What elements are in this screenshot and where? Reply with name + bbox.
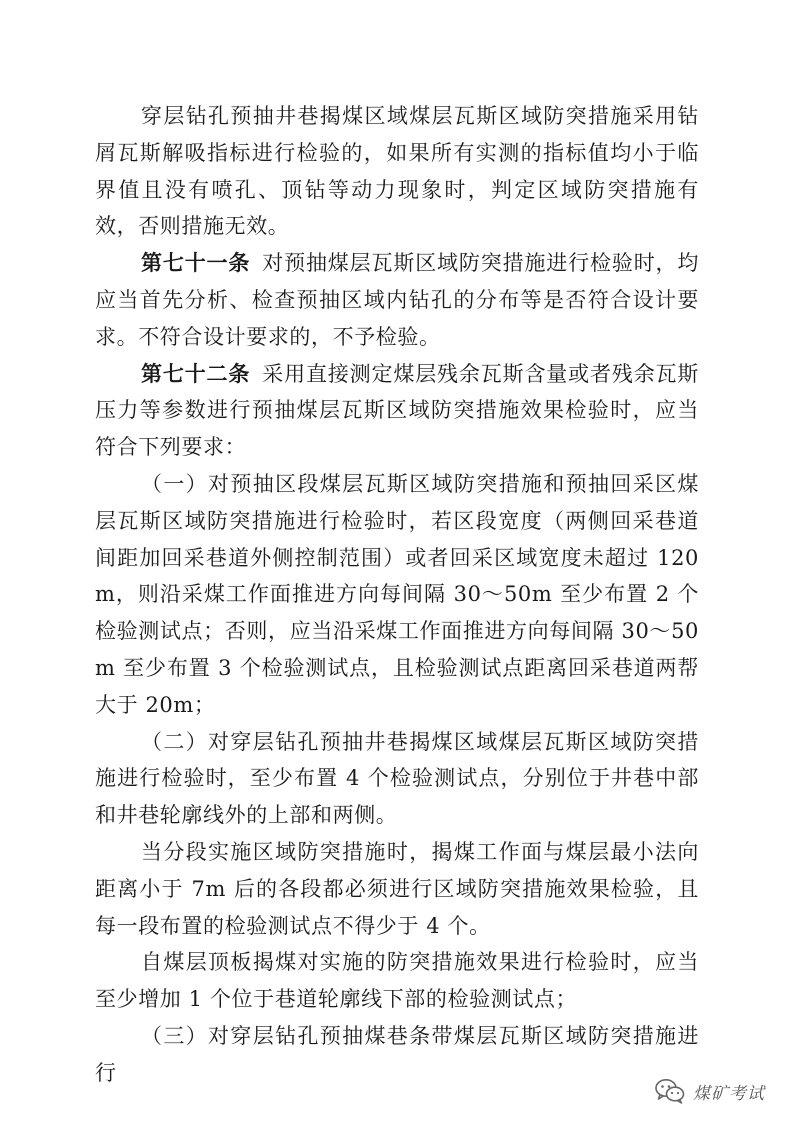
clause-3 [95, 1018, 699, 1092]
paragraph-text: （二）对穿层钻孔预抽井巷揭煤区域煤层瓦斯区域防突措施进行检验时，至少布置 4 个检验测试点，分别位于井巷中部和井巷轮廓线外的上部和两侧。 [95, 729, 699, 828]
footer-brand[interactable] [655, 1078, 765, 1104]
paragraph-1 [95, 98, 699, 245]
paragraph-text: 穿层钻孔预抽井巷揭煤区域煤层瓦斯区域防突措施采用钻屑瓦斯解吸指标进行检验的，如果所有实测的指标值均小于临界值且没有喷孔、顶钻等动力现象时，判定区域防突措施有效，否则措施无效。 [95, 104, 699, 239]
paragraph-segmented-measures [95, 834, 699, 944]
brand-name: 煤矿考试 [693, 1083, 765, 1104]
article-label: 第七十二条 [141, 361, 251, 386]
document-body [95, 98, 699, 1092]
paragraph-text: 自煤层顶板揭煤对实施的防突措施效果进行检验时，应当至少增加 1 个位于巷道轮廓线下部的检验测试点； [95, 950, 699, 1012]
paragraph-text: 对预抽煤层瓦斯区域防突措施进行检验时，均应当首先分析、检查预抽区域内钻孔的分布等是否符合设计要求。不符合设计要求的，不予检验。 [95, 251, 699, 349]
clause-2 [95, 724, 699, 834]
clause-1 [95, 466, 699, 724]
paragraph-text: 当分段实施区域防突措施时，揭煤工作面与煤层最小法向距离小于 7m 后的各段都必须进行区域防突措施效果检验，且每一段布置的检验测试点不得少于 4 个。 [95, 839, 699, 938]
article-label: 第七十一条 [141, 251, 251, 276]
paragraph-text: （三）对穿层钻孔预抽煤巷条带煤层瓦斯区域防突措施进行 [95, 1023, 699, 1085]
paragraph-roof-uncovering [95, 944, 699, 1018]
article-72 [95, 356, 699, 466]
paragraph-text: （一）对预抽区段煤层瓦斯区域防突措施和预抽回采区煤层瓦斯区域防突措施进行检验时，若区段宽度（两侧回采巷道间距加回采巷道外侧控制范围）或者回采区域宽度未超过 120m，则沿采煤工作面推进方向每间隔 30～50m 至少布置 2 个检验测试点；否则，应当沿采煤工作面推进方向每间隔 30～50m 至少布置 3 个检验测试点，且检验测试点距离回采巷道两帮大于 20m； [95, 471, 699, 717]
article-71 [95, 245, 699, 355]
paragraph-text: 采用直接测定煤层残余瓦斯含量或者残余瓦斯压力等参数进行预抽煤层瓦斯区域防突措施效果检验时，应当符合下列要求： [95, 361, 699, 460]
wechat-icon [655, 1078, 685, 1104]
